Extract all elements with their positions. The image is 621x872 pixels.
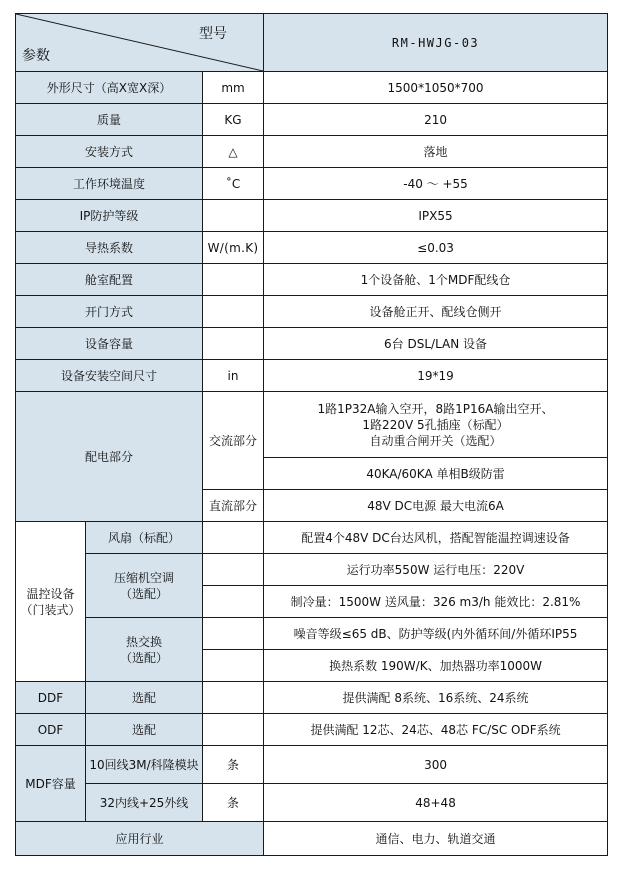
cooling-hx-label-line2: （选配） — [119, 650, 168, 665]
table-row — [16, 72, 608, 104]
table-row — [16, 296, 608, 328]
row-value: -40 ～ +55 — [264, 168, 608, 200]
header-model-label: 型号 — [199, 26, 227, 42]
table-row — [16, 264, 608, 296]
row-label: 舱室配置 — [16, 264, 203, 296]
row-unit — [203, 264, 264, 296]
row-label: 设备容量 — [16, 328, 203, 360]
row-label: 开门方式 — [16, 296, 203, 328]
cooling-ac-label-line1: 压缩机空调 — [113, 570, 174, 585]
model-value: RM-HWJG-03 — [264, 14, 608, 72]
cooling-hx-value2: 换热系数 190W/K、加热器功率1000W — [264, 650, 608, 682]
power-ac-surge: 40KA/60KA 单相B级防雷 — [264, 458, 608, 490]
row-value: 210 — [264, 104, 608, 136]
industry-label: 应用行业 — [16, 822, 264, 856]
mdf-row1-label: 10回线3M/科隆模块 — [86, 746, 203, 784]
row-unit — [203, 328, 264, 360]
table-row — [16, 360, 608, 392]
odf-sub: 选配 — [86, 714, 203, 746]
spec-table — [15, 13, 608, 856]
header-diagonal-cell — [16, 14, 264, 72]
cooling-label — [16, 522, 86, 682]
ddf-unit — [203, 682, 264, 714]
cooling-ac-label-line2: （选配） — [119, 586, 168, 601]
table-row — [16, 136, 608, 168]
ddf-sub: 选配 — [86, 682, 203, 714]
power-ac-line2: 1路220V 5孔插座（标配） — [362, 417, 509, 432]
row-label: IP防护等级 — [16, 200, 203, 232]
row-value: 1个设备舱、1个MDF配线仓 — [264, 264, 608, 296]
row-value: 19*19 — [264, 360, 608, 392]
cooling-label-line2: （门装式） — [20, 602, 81, 617]
row-label: 安装方式 — [16, 136, 203, 168]
cooling-fan-value: 配置4个48V DC台达风机，搭配智能温控调速设备 — [264, 522, 608, 554]
cooling-hx-label-line1: 热交换 — [125, 634, 162, 649]
table-row — [16, 746, 608, 784]
mdf-row1-value: 300 — [264, 746, 608, 784]
table-row — [16, 232, 608, 264]
power-ac-value — [264, 392, 608, 458]
ddf-value: 提供满配 8系统、16系统、24系统 — [264, 682, 608, 714]
cooling-ac-value1: 运行功率550W 运行电压：220V — [264, 554, 608, 586]
power-dc-value: 48V DC电源 最大电流6A — [264, 490, 608, 522]
mdf-row2-unit: 条 — [203, 784, 264, 822]
cooling-fan-unit — [203, 522, 264, 554]
row-label: 导热系数 — [16, 232, 203, 264]
table-row — [16, 328, 608, 360]
table-row — [16, 714, 608, 746]
table-row — [16, 392, 608, 458]
row-value: 1500*1050*700 — [264, 72, 608, 104]
row-unit: W/(m.K) — [203, 232, 264, 264]
row-unit: KG — [203, 104, 264, 136]
row-label: 质量 — [16, 104, 203, 136]
row-unit: ˚C — [203, 168, 264, 200]
row-unit: mm — [203, 72, 264, 104]
row-unit: △ — [203, 136, 264, 168]
power-ac-line3: 自动重合闸开关（选配） — [369, 433, 502, 448]
row-label: 设备安装空间尺寸 — [16, 360, 203, 392]
row-value: 设备舱正开、配线仓侧开 — [264, 296, 608, 328]
table-row — [16, 784, 608, 822]
mdf-row1-unit: 条 — [203, 746, 264, 784]
cooling-label-line1: 温控设备 — [26, 586, 75, 601]
cooling-fan-label: 风扇（标配） — [86, 522, 203, 554]
row-value: 落地 — [264, 136, 608, 168]
table-row — [16, 822, 608, 856]
row-value: ≤0.03 — [264, 232, 608, 264]
row-label: 工作环境温度 — [16, 168, 203, 200]
header-param-label: 参数 — [22, 48, 50, 64]
mdf-row2-value: 48+48 — [264, 784, 608, 822]
odf-label: ODF — [16, 714, 86, 746]
diagonal-line — [16, 14, 263, 71]
cooling-hx-value1: 噪音等级≤65 dB、防护等级(内外循环间/外循环IP55 — [264, 618, 608, 650]
power-dc-label: 直流部分 — [203, 490, 264, 522]
mdf-row2-label: 32内线+25外线 — [86, 784, 203, 822]
cooling-ac-value2: 制冷量：1500W 送风量：326 m3/h 能效比：2.81% — [264, 586, 608, 618]
odf-unit — [203, 714, 264, 746]
cooling-ac-label — [86, 554, 203, 618]
mdf-label: MDF容量 — [16, 746, 86, 822]
table-row — [16, 522, 608, 554]
table-row — [16, 168, 608, 200]
cooling-hx-unit — [203, 618, 264, 650]
header-row — [16, 14, 608, 72]
cooling-ac-unit — [203, 554, 264, 586]
power-ac-line1: 1路1P32A输入空开，8路1P16A输出空开、 — [317, 401, 554, 416]
power-ac-label: 交流部分 — [203, 392, 264, 490]
cooling-hx-label — [86, 618, 203, 682]
row-value: IPX55 — [264, 200, 608, 232]
cooling-ac-unit — [203, 586, 264, 618]
industry-value: 通信、电力、轨道交通 — [264, 822, 608, 856]
table-row — [16, 618, 608, 650]
table-row — [16, 104, 608, 136]
table-row — [16, 200, 608, 232]
row-label: 外形尺寸（高X宽X深） — [16, 72, 203, 104]
table-row — [16, 682, 608, 714]
odf-value: 提供满配 12芯、24芯、48芯 FC/SC ODF系统 — [264, 714, 608, 746]
cooling-hx-unit — [203, 650, 264, 682]
table-row — [16, 554, 608, 586]
ddf-label: DDF — [16, 682, 86, 714]
row-value: 6台 DSL/LAN 设备 — [264, 328, 608, 360]
row-unit: in — [203, 360, 264, 392]
row-unit — [203, 296, 264, 328]
power-label: 配电部分 — [16, 392, 203, 522]
row-unit — [203, 200, 264, 232]
